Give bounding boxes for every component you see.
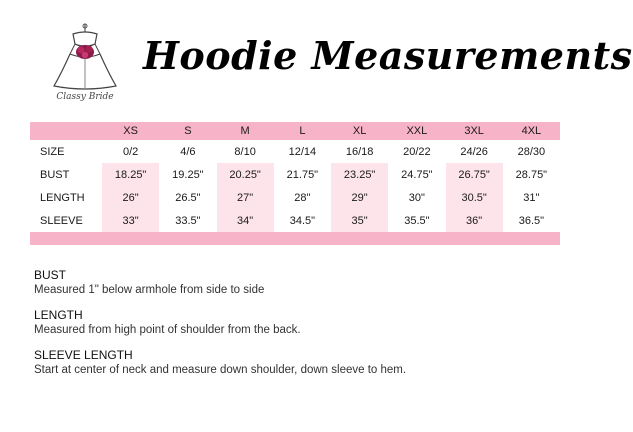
table-cell: 18.25" — [102, 163, 159, 186]
table-cell: 34.5" — [274, 209, 331, 232]
row-label: LENGTH — [30, 186, 102, 209]
table-cell: 33.5" — [159, 209, 216, 232]
header-cell: L — [299, 125, 306, 137]
header-cell: 4XL — [521, 125, 542, 137]
note-title-sleeve: SLEEVE LENGTH — [34, 348, 133, 362]
table-cell: 26.75" — [446, 163, 503, 186]
table-cell: 26.5" — [159, 186, 216, 209]
table-cell: 4/6 — [159, 140, 216, 163]
table-cell: 23.25" — [331, 163, 388, 186]
table-cell: 24/26 — [446, 140, 503, 163]
row-label: SLEEVE — [30, 209, 102, 232]
table-cell: 33" — [102, 209, 159, 232]
note-title-bust: BUST — [34, 268, 67, 282]
dress-form-icon — [40, 22, 130, 94]
table-cell: 35" — [331, 209, 388, 232]
table-cell: 24.75" — [388, 163, 445, 186]
table-cell: 12/14 — [274, 140, 331, 163]
table-row — [30, 140, 560, 163]
table-cell: 27" — [217, 186, 274, 209]
table-row — [30, 186, 560, 209]
size-chart-band — [30, 122, 560, 245]
table-cell: 28.75" — [503, 163, 560, 186]
header-cell: M — [240, 125, 250, 137]
header-cell: 3XL — [464, 125, 484, 137]
header-row — [30, 122, 560, 140]
page-title: Hoodie Measurements — [143, 33, 633, 78]
table-cell: 19.25" — [159, 163, 216, 186]
table-cell: 21.75" — [274, 163, 331, 186]
note-title-length: LENGTH — [34, 308, 83, 322]
table-cell: 30" — [388, 186, 445, 209]
table-cell: 26" — [102, 186, 159, 209]
measurement-notes — [34, 268, 554, 388]
table-cell: 36" — [446, 209, 503, 232]
header-cell: XXL — [406, 125, 428, 137]
table-row — [30, 163, 560, 186]
table-cell: 20.25" — [217, 163, 274, 186]
table-cell: 28" — [274, 186, 331, 209]
header-corner — [30, 122, 102, 140]
table-row — [30, 209, 560, 232]
note-body-length: Measured from high point of shoulder from the back. — [34, 324, 301, 336]
note-body-sleeve: Start at center of neck and measure down shoulder, down sleeve to hem. — [34, 364, 407, 376]
header-cell: S — [184, 125, 192, 137]
brand-logo — [40, 22, 130, 108]
table-cell: 31" — [503, 186, 560, 209]
table-cell: 34" — [217, 209, 274, 232]
table-cell: 35.5" — [388, 209, 445, 232]
table-cell: 20/22 — [388, 140, 445, 163]
table-cell: 36.5" — [503, 209, 560, 232]
row-label: SIZE — [30, 140, 102, 163]
header-cell: XS — [123, 125, 138, 137]
row-label: BUST — [30, 163, 102, 186]
note-body-bust: Measured 1" below armhole from side to side — [34, 284, 265, 296]
table-cell: 16/18 — [331, 140, 388, 163]
table-cell: 28/30 — [503, 140, 560, 163]
table-cell: 8/10 — [217, 140, 274, 163]
brand-name: Classy Bride — [56, 92, 114, 102]
table-cell: 29" — [331, 186, 388, 209]
table-cell: 30.5" — [446, 186, 503, 209]
size-chart-table — [30, 122, 560, 232]
table-cell: 0/2 — [102, 140, 159, 163]
header-cell: XL — [352, 125, 367, 137]
